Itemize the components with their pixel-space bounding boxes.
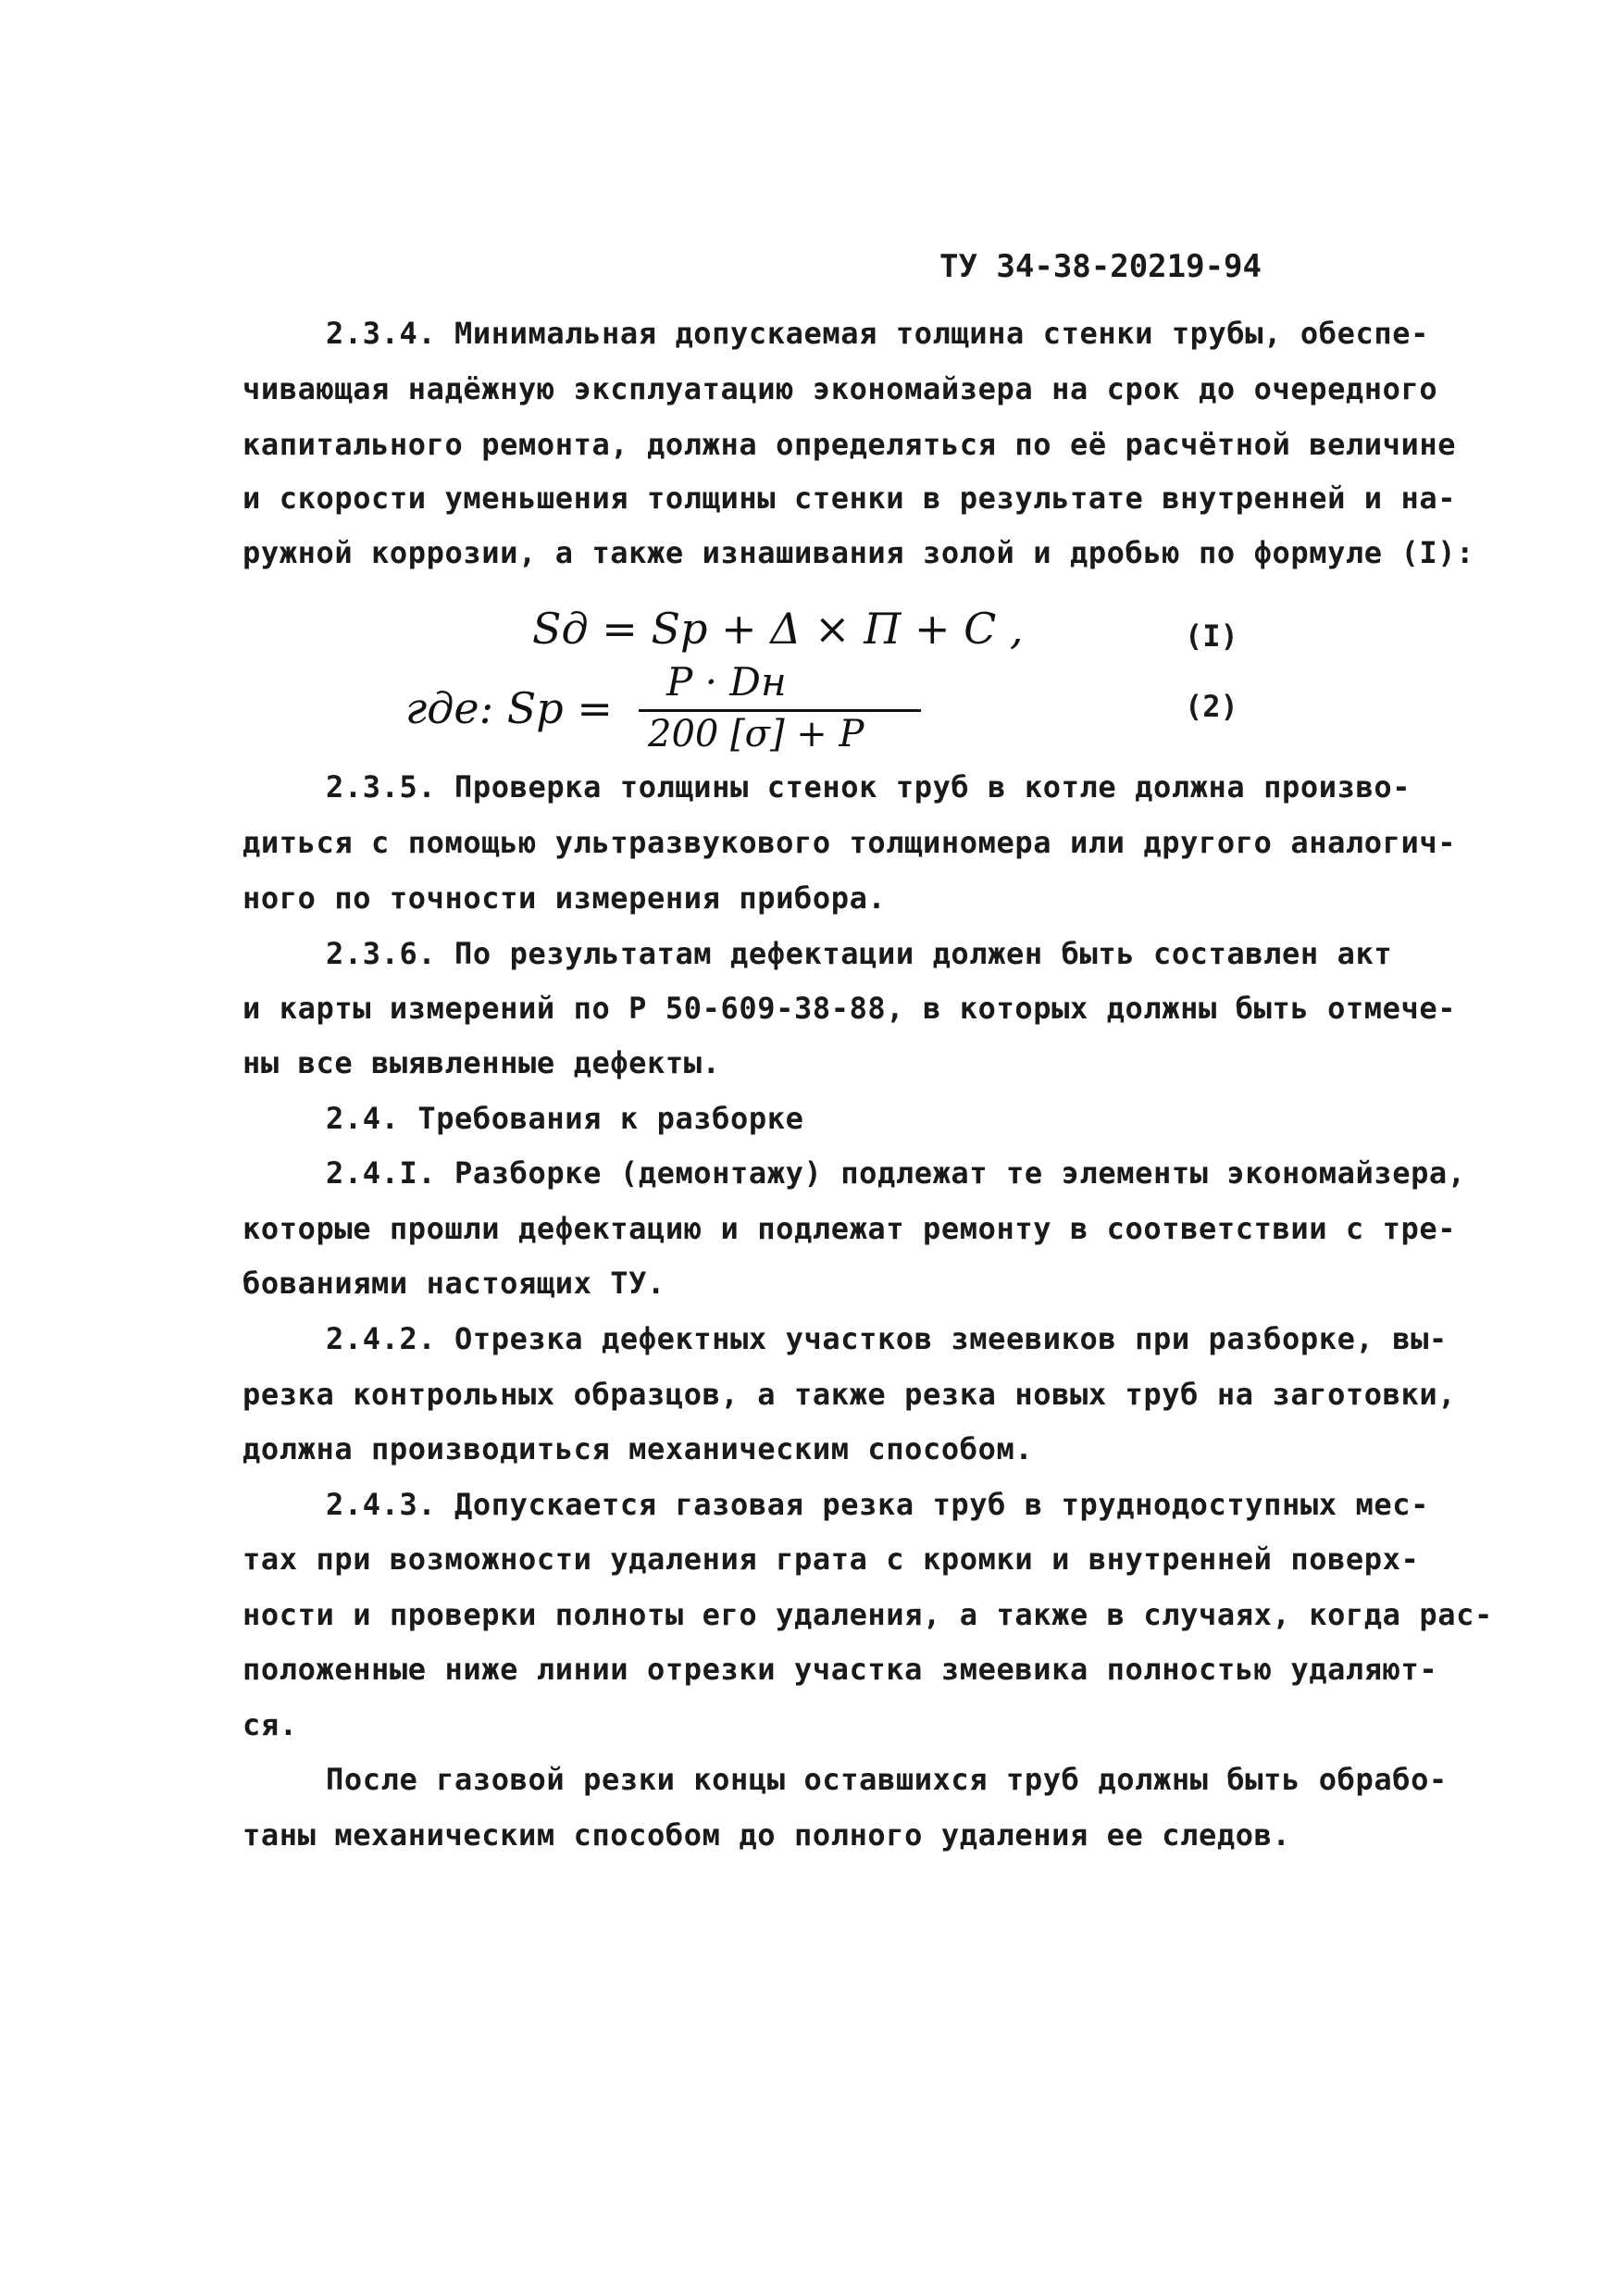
text-line: ружной коррозии, а также изнашивания золой и дробью по формуле (I): [243,535,1474,570]
text-line: и скорости уменьшения толщины стенки в результате внутренней и на- [243,480,1457,516]
formula-2-denominator: 200 [σ] + P [648,713,864,755]
document-code-header: ТУ 34-38-20219-94 [939,248,1262,285]
section-heading: 2.4. Требования к разборке [326,1101,804,1136]
text-line: 2.3.4. Минимальная допускаемая толщина стенки трубы, обеспе- [326,316,1429,351]
text-line: ся. [243,1707,298,1742]
text-line: таны механическим способом до полного удаления ее следов. [243,1817,1291,1853]
text-line: капитального ремонта, должна определяться по её расчётной величине [243,427,1457,462]
text-line: ности и проверки полноты его удаления, а также в случаях, когда рас- [243,1597,1493,1632]
formula-2-numerator: P · Dн [666,659,787,705]
fraction-bar [639,709,921,712]
formula-1: Sд = Sр + Δ × П + C , [532,604,1024,654]
formula-1-number: (I) [1185,618,1238,654]
formula-2-number: (2) [1185,689,1238,724]
text-line: 2.3.6. По результатам дефектации должен быть составлен акт [326,936,1393,971]
text-line: тах при возможности удаления грата с кромки и внутренней поверх- [243,1541,1420,1577]
text-line: 2.4.I. Разборке (демонтажу) подлежат те элементы экономайзера, [326,1155,1466,1191]
text-line: должна производиться механическим способом. [243,1431,1034,1466]
text-line: 2.4.3. Допускается газовая резка труб в труднодоступных мес- [326,1487,1429,1522]
text-line: и карты измерений по Р 50-609-38-88, в которых должны быть отмече- [243,991,1457,1026]
text-line: диться с помощью ультразвукового толщиномера или другого аналогич- [243,825,1457,860]
text-line: ного по точности измерения прибора. [243,880,887,916]
text-line: 2.3.5. Проверка толщины стенок труб в котле должна произво- [326,769,1412,805]
text-line: ны все выявленные дефекты. [243,1045,721,1080]
text-line: резка контрольных образцов, а также резка новых труб на заготовки, [243,1377,1457,1412]
text-line: После газовой резки концы оставшихся труб должны быть обрабо- [326,1762,1448,1797]
text-line: 2.4.2. Отрезка дефектных участков змеевиков при разборке, вы- [326,1321,1448,1356]
text-line: которые прошли дефектацию и подлежат ремонту в соответствии с тре- [243,1211,1457,1246]
text-line: бованиями настоящих ТУ. [243,1266,665,1301]
text-line: чивающая надёжную эксплуатацию экономайзера на срок до очередного [243,371,1438,406]
text-line: положенные ниже линии отрезки участка змеевика полностью удаляют- [243,1652,1438,1687]
formula-2-prefix: где: Sр = [405,683,613,733]
